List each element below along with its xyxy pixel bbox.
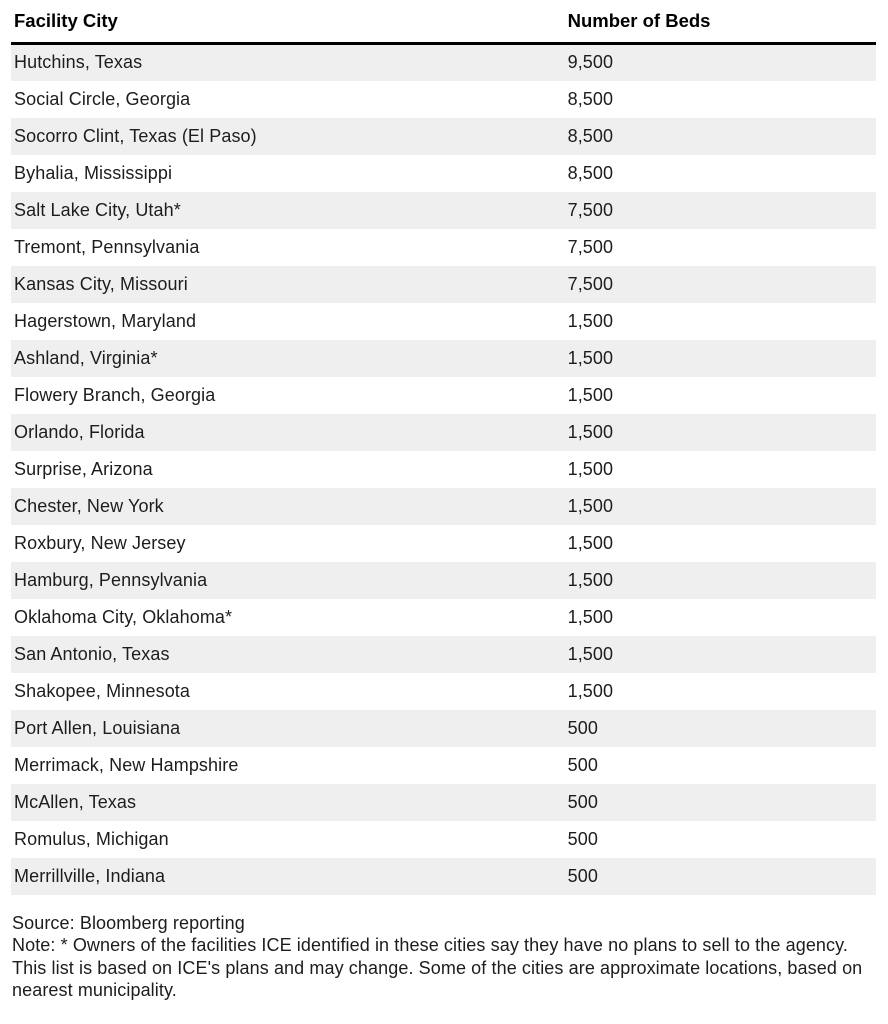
facility-city-cell: Romulus, Michigan: [14, 828, 169, 849]
number-of-beds-cell: 1,500: [567, 569, 614, 590]
number-of-beds-cell: 1,500: [567, 532, 614, 553]
table-row: [11, 710, 876, 747]
header-row: [11, 4, 876, 44]
number-of-beds-cell: 1,500: [567, 421, 614, 442]
table-row: [11, 747, 876, 784]
table-row: [11, 44, 876, 81]
number-of-beds-cell: 8,500: [567, 125, 614, 146]
facility-city-cell: Orlando, Florida: [14, 421, 145, 442]
number-of-beds-cell: 1,500: [567, 606, 614, 627]
table-row: [11, 821, 876, 858]
table-row: [11, 340, 876, 377]
facilities-table: [11, 4, 876, 895]
number-of-beds-cell: 7,500: [567, 199, 614, 220]
column-header-number-of-beds: Number of Beds: [565, 4, 876, 44]
facility-city-cell: Social Circle, Georgia: [14, 88, 191, 109]
table-row: [11, 525, 876, 562]
number-of-beds-cell: 1,500: [567, 384, 614, 405]
table-row: [11, 118, 876, 155]
table-row: [11, 562, 876, 599]
table-row: [11, 192, 876, 229]
facility-city-cell: San Antonio, Texas: [14, 643, 170, 664]
facility-city-cell: Chester, New York: [14, 495, 164, 516]
facility-city-cell: Hutchins, Texas: [14, 52, 143, 73]
facility-city-cell: Surprise, Arizona: [14, 458, 153, 479]
number-of-beds-cell: 500: [567, 828, 598, 849]
source-text: Source: Bloomberg reporting: [12, 912, 245, 933]
number-of-beds-cell: 500: [567, 717, 598, 738]
number-of-beds-cell: 8,500: [567, 88, 614, 109]
table-row: [11, 303, 876, 340]
number-of-beds-cell: 8,500: [567, 162, 614, 183]
facility-city-cell: Kansas City, Missouri: [14, 273, 188, 294]
table-row: [11, 488, 876, 525]
facility-city-cell: Oklahoma City, Oklahoma*: [14, 606, 233, 627]
footnote: [11, 912, 876, 1002]
facility-city-cell: Ashland, Virginia*: [14, 347, 158, 368]
facility-city-cell: Roxbury, New Jersey: [14, 532, 186, 553]
table-row: [11, 266, 876, 303]
facility-city-cell: Port Allen, Louisiana: [14, 717, 181, 738]
number-of-beds-cell: 1,500: [567, 310, 614, 331]
facility-city-cell: McAllen, Texas: [14, 791, 137, 812]
table-header: [11, 4, 876, 44]
table-row: [11, 784, 876, 821]
column-header-facility-city: Facility City: [11, 4, 565, 44]
number-of-beds-cell: 1,500: [567, 495, 614, 516]
table-row: [11, 599, 876, 636]
number-of-beds-cell: 9,500: [567, 52, 614, 73]
table-row: [11, 229, 876, 266]
number-of-beds-cell: 7,500: [567, 273, 614, 294]
table-row: [11, 673, 876, 710]
number-of-beds-cell: 1,500: [567, 680, 614, 701]
facility-city-cell: Flowery Branch, Georgia: [14, 384, 216, 405]
number-of-beds-cell: 1,500: [567, 458, 614, 479]
table-row: [11, 155, 876, 192]
table-row: [11, 636, 876, 673]
facility-city-cell: Hagerstown, Maryland: [14, 310, 197, 331]
facility-city-cell: Socorro Clint, Texas (El Paso): [14, 125, 257, 146]
table-row: [11, 858, 876, 895]
table-body: [11, 44, 876, 895]
facility-city-cell: Shakopee, Minnesota: [14, 680, 191, 701]
facility-city-cell: Salt Lake City, Utah*: [14, 199, 181, 220]
table-row: [11, 451, 876, 488]
facility-city-cell: Merrillville, Indiana: [14, 865, 166, 886]
facility-city-cell: Merrimack, New Hampshire: [14, 754, 239, 775]
number-of-beds-cell: 7,500: [567, 236, 614, 257]
number-of-beds-cell: 1,500: [567, 643, 614, 664]
facility-city-cell: Hamburg, Pennsylvania: [14, 569, 208, 590]
number-of-beds-cell: 500: [567, 754, 598, 775]
table-row: [11, 414, 876, 451]
note-text: Note: * Owners of the facilities ICE identified in these cities say they have no plans to sell to the agency. This list is based on ICE's plans and may change. Some of the cities are approximate locations, based on nearest municipality.: [12, 935, 863, 1000]
number-of-beds-cell: 1,500: [567, 347, 614, 368]
table-row: [11, 81, 876, 118]
number-of-beds-cell: 500: [567, 865, 598, 886]
number-of-beds-cell: 500: [567, 791, 598, 812]
facility-city-cell: Tremont, Pennsylvania: [14, 236, 200, 257]
table-row: [11, 377, 876, 414]
facility-city-cell: Byhalia, Mississippi: [14, 162, 173, 183]
